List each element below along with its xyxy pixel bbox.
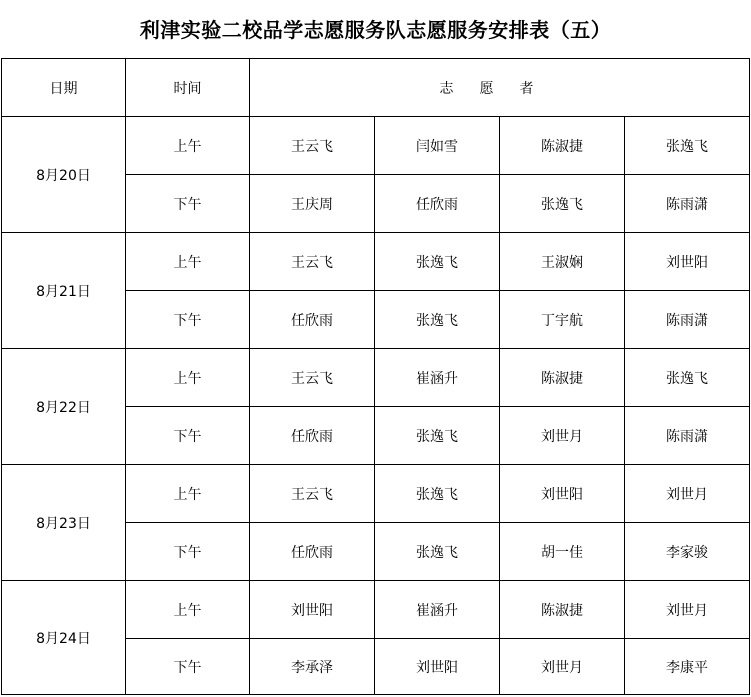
volunteer-cell: 陈雨潇 xyxy=(625,291,750,349)
volunteer-cell: 李家骏 xyxy=(625,523,750,581)
date-cell: 8月20日 xyxy=(2,117,126,233)
volunteer-cell: 刘世月 xyxy=(500,639,625,695)
time-cell: 下午 xyxy=(126,523,250,581)
header-time: 时间 xyxy=(126,59,250,117)
table-header-row xyxy=(2,59,750,117)
volunteer-cell: 王庆周 xyxy=(250,175,375,233)
table-row xyxy=(2,581,750,639)
volunteer-schedule-table xyxy=(1,58,750,695)
date-cell: 8月21日 xyxy=(2,233,126,349)
table-row xyxy=(2,465,750,523)
volunteer-cell: 张逸飞 xyxy=(375,523,500,581)
volunteer-cell: 崔涵升 xyxy=(375,581,500,639)
time-cell: 上午 xyxy=(126,465,250,523)
date-cell: 8月23日 xyxy=(2,465,126,581)
volunteer-cell: 张逸飞 xyxy=(500,175,625,233)
volunteer-cell: 丁宇航 xyxy=(500,291,625,349)
time-cell: 上午 xyxy=(126,233,250,291)
volunteer-cell: 胡一佳 xyxy=(500,523,625,581)
volunteer-cell: 闫如雪 xyxy=(375,117,500,175)
time-cell: 上午 xyxy=(126,117,250,175)
volunteer-cell: 张逸飞 xyxy=(625,117,750,175)
volunteer-cell: 任欣雨 xyxy=(250,291,375,349)
volunteer-cell: 王云飞 xyxy=(250,349,375,407)
volunteer-cell: 王云飞 xyxy=(250,465,375,523)
table-row xyxy=(2,233,750,291)
volunteer-cell: 陈雨潇 xyxy=(625,407,750,465)
volunteer-cell: 任欣雨 xyxy=(250,523,375,581)
volunteer-cell: 任欣雨 xyxy=(375,175,500,233)
time-cell: 下午 xyxy=(126,407,250,465)
table-row xyxy=(2,349,750,407)
volunteer-cell: 张逸飞 xyxy=(375,465,500,523)
volunteer-cell: 王云飞 xyxy=(250,233,375,291)
volunteer-cell: 任欣雨 xyxy=(250,407,375,465)
volunteer-cell: 张逸飞 xyxy=(625,349,750,407)
volunteer-cell: 陈淑捷 xyxy=(500,117,625,175)
volunteer-cell: 崔涵升 xyxy=(375,349,500,407)
header-date: 日期 xyxy=(2,59,126,117)
volunteer-cell: 李承泽 xyxy=(250,639,375,695)
volunteer-cell: 张逸飞 xyxy=(375,291,500,349)
volunteer-cell: 王云飞 xyxy=(250,117,375,175)
volunteer-cell: 王淑娴 xyxy=(500,233,625,291)
time-cell: 上午 xyxy=(126,349,250,407)
time-cell: 上午 xyxy=(126,581,250,639)
volunteer-cell: 陈淑捷 xyxy=(500,581,625,639)
volunteer-cell: 陈淑捷 xyxy=(500,349,625,407)
time-cell: 下午 xyxy=(126,291,250,349)
volunteer-cell: 刘世阳 xyxy=(625,233,750,291)
volunteer-cell: 张逸飞 xyxy=(375,407,500,465)
volunteer-cell: 刘世阳 xyxy=(375,639,500,695)
table-row xyxy=(2,117,750,175)
time-cell: 下午 xyxy=(126,639,250,695)
volunteer-cell: 刘世阳 xyxy=(500,465,625,523)
volunteer-cell: 刘世月 xyxy=(500,407,625,465)
volunteer-cell: 刘世月 xyxy=(625,465,750,523)
header-volunteers: 志愿者 xyxy=(250,59,750,117)
time-cell: 下午 xyxy=(126,175,250,233)
volunteer-cell: 刘世月 xyxy=(625,581,750,639)
date-cell: 8月22日 xyxy=(2,349,126,465)
date-cell: 8月24日 xyxy=(2,581,126,695)
volunteer-cell: 陈雨潇 xyxy=(625,175,750,233)
volunteer-cell: 张逸飞 xyxy=(375,233,500,291)
volunteer-cell: 李康平 xyxy=(625,639,750,695)
page-title: 利津实验二校品学志愿服务队志愿服务安排表（五） xyxy=(139,18,612,42)
volunteer-cell: 刘世阳 xyxy=(250,581,375,639)
